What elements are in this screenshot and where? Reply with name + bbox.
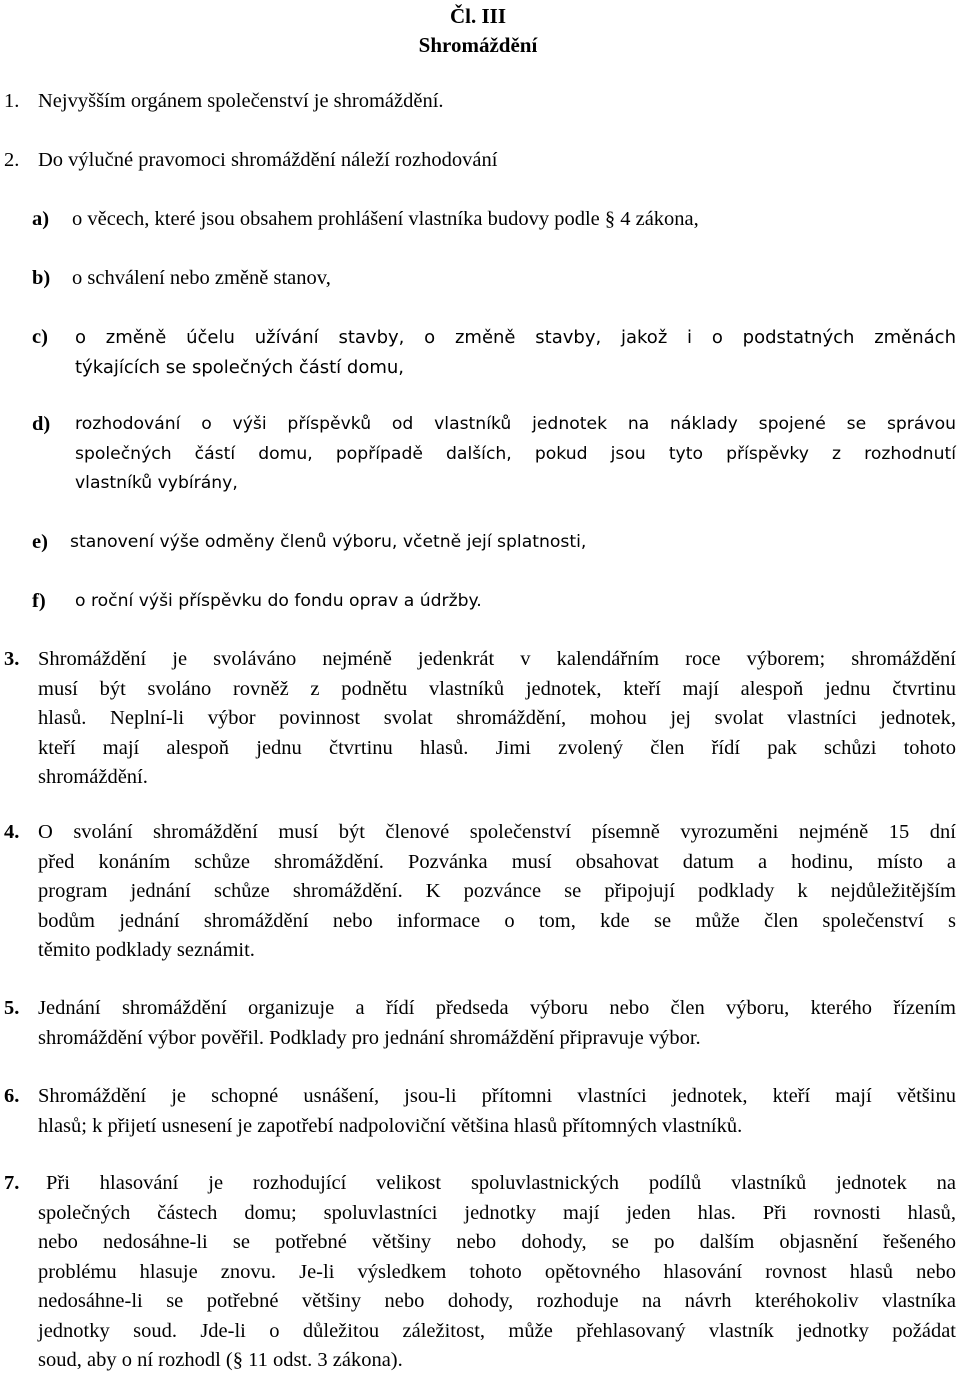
paragraph-line: program jednání schůze shromáždění. K pozvánce se připojují podklady k nejdůležitějším [38,880,956,902]
paragraph-line: Jednání shromáždění organizuje a řídí předseda výboru nebo člen výboru, kterého řízením [38,997,956,1019]
paragraph-line: bodům jednání shromáždění nebo informace o tom, kde se může člen společenství s [38,909,956,932]
item-letter: d) [32,413,51,435]
paragraph-line: O svolání shromáždění musí být členové společenství písemně vyrozuměni nejméně 15 dní [38,821,956,843]
paragraph-number: 5. [4,997,20,1019]
paragraph-line: musí být svoláno rovněž z podnětu vlastníků jednotek, kteří mají alespoň jednu čtvrtinu [38,677,956,700]
paragraph-line: jednotky soud. Jde-li o důležitou záležitost, může přehlasovaný vlastník jednotky požádat [38,1319,956,1342]
item-letter: e) [32,531,48,553]
item-text [75,410,956,499]
item-text: o schválení nebo změně stanov, [72,267,331,289]
paragraph-line: hlasů; k přijetí usnesení je zapotřebí nadpoloviční většina hlasů přítomných vlastníků. [38,1114,743,1137]
paragraph-line: problému hlasuje znovu. Je-li výsledkem tohoto opětovného hlasování rovnost hlasů nebo [38,1260,956,1283]
paragraph-line: hlasů. Neplní-li výbor povinnost svolat shromáždění, mohou jej svolat vlastníci jednotek, [38,707,956,729]
paragraph-line: nebo nedosáhne-li se potřebné většiny nebo dohody, se po dalším objasnění řešeného [38,1231,956,1253]
paragraph-line: těmito podklady seznámit. [38,939,255,961]
point-number: 1. [4,90,20,112]
article-title: Shromáždění [418,33,538,57]
item-line: společných částí domu, popřípadě dalších, pokud jsou tyto příspěvky z rozhodnutí [75,443,956,464]
paragraph-number: 7. [4,1172,20,1194]
paragraph-line: společných částech domu; spoluvlastníci jednotky mají jeden hlas. Při rovnosti hlasů, [38,1201,956,1224]
item-line: rozhodování o výši příspěvků od vlastníků jednotek na náklady spojené se správou [75,414,956,434]
item-letter: f) [32,590,46,612]
paragraph-line: Shromáždění je svoláváno nejméně jedenkrát v kalendářním roce výborem; shromáždění [38,648,956,670]
item-line: o změně účelu užívání stavby, o změně stavby, jakož i o podstatných změnách [75,327,956,348]
item-text: o věcech, které jsou obsahem prohlášení vlastníka budovy podle § 4 zákona, [72,208,699,230]
paragraph-line: shromáždění výbor pověřil. Podklady pro jednání shromáždění připravuje výbor. [38,1026,701,1049]
paragraph-number: 4. [4,821,20,843]
paragraph-number: 6. [4,1085,20,1107]
point-number: 2. [4,149,20,171]
paragraph-line: soud, aby o ní rozhodl (§ 11 odst. 3 zákona). [38,1349,403,1371]
paragraph-line: Při hlasování je rozhodující velikost spoluvlastnických podílů vlastníků jednotek na [46,1172,956,1194]
paragraph-line: nedosáhne-li se potřebné většiny nebo dohody, rozhoduje na návrh kteréhokoliv vlastníka [38,1290,956,1312]
item-letter: a) [32,208,50,230]
paragraph-line: shromáždění. [38,766,148,788]
point-text: Do výlučné pravomoci shromáždění náleží rozhodování [38,149,498,171]
item-letter: c) [32,326,48,348]
point-text: Nejvyšším orgánem společenství je shromáždění. [38,90,444,112]
paragraph-number: 3. [4,648,20,670]
paragraph-text [38,994,956,1053]
paragraph-text [38,1169,956,1376]
article-number: Čl. III [449,4,507,28]
item-text [75,323,956,382]
paragraph-text [38,818,956,966]
item-line: vlastníků vybírány, [75,473,238,493]
item-text: o roční výši příspěvku do fondu oprav a údržby. [75,591,482,611]
item-letter: b) [32,267,51,289]
item-text: stanovení výše odměny členů výboru, včetně její splatnosti, [70,532,587,552]
item-line: týkajících se společných částí domu, [75,356,405,378]
paragraph-line: před konáním schůze shromáždění. Pozvánka musí obsahovat datum a hodinu, místo a [38,850,956,873]
paragraph-line: kteří mají alespoň jednu čtvrtinu hlasů. Jimi zvolený člen řídí pak schůzi tohoto [38,736,956,759]
paragraph-line: Shromáždění je schopné usnášení, jsou-li přítomni vlastníci jednotek, kteří mají většinu [38,1085,956,1107]
paragraph-text [38,645,956,793]
paragraph-text [38,1082,956,1141]
